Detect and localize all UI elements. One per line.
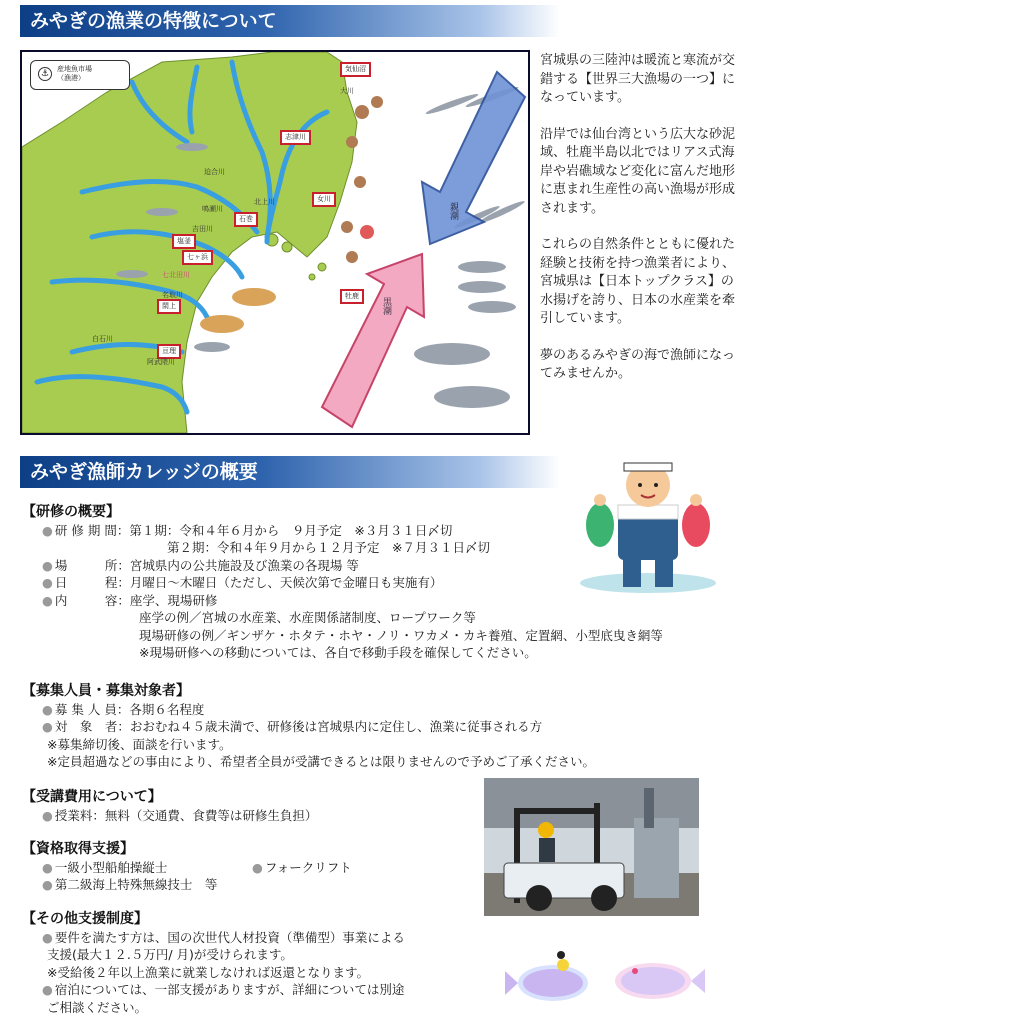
river-label: 北上川 (254, 198, 275, 206)
training-lecture-example: 座学の例／宮城の水産業、水産関係諸制度、ロープワーク等 (139, 610, 476, 625)
warm-current-arrow (322, 254, 424, 427)
support-item-cont: ご相談ください。 (47, 999, 148, 1015)
port-label: 石巻 (234, 212, 258, 227)
river-label: 白石川 (92, 335, 113, 343)
legend-label: 産地魚市場 (57, 65, 92, 73)
support-item: ● 要件を満たす方は、国の次世代人材投資（準備型）事業による (22, 929, 405, 947)
recruit-heading: 【募集人員・募集対象者】 (22, 683, 190, 699)
cold-current-label: 親潮 (448, 202, 458, 220)
port-label: 塩釜 (172, 234, 196, 249)
qualification-item: ● 一級小型船舶操縦士 (22, 859, 252, 877)
qualification-item: ● 第二級海上特殊無線技士 等 (22, 876, 352, 894)
training-place: ● 場 所：宮城県内の公共施設及び漁業の各現場 等 (22, 557, 663, 575)
training-heading: 【研修の概要】 (22, 504, 120, 520)
recruitment (22, 683, 595, 771)
fee-heading: 【受講費用について】 (22, 789, 162, 805)
section-title-college-overview: みやぎ漁師カレッジの概要 (20, 456, 560, 488)
warm-current-label: 黒潮 (381, 297, 391, 315)
river-label: 吉田川 (192, 225, 213, 233)
river-label: 阿武隈川 (147, 358, 175, 366)
fish-mascot-illustration (505, 943, 705, 1013)
recruit-note: ※募集締切後、面談を行います。 (47, 736, 232, 752)
training-schedule: ● 日 程：月曜日～木曜日（ただし、天候次第で金曜日も実施有） (22, 574, 663, 592)
qualification (22, 841, 352, 894)
port-label: 閖上 (157, 299, 181, 314)
intro-paragraph: 夢のあるみやぎの海で漁師になってみませんか。 (540, 347, 736, 381)
intro-paragraph: 宮城県の三陸沖は暖流と寒流が交錯する【世界三大漁場の一つ】になっています。 (540, 53, 736, 105)
miyagi-fishery-map (20, 50, 530, 435)
port-label: 女川 (312, 192, 336, 207)
support-note: ※受給後２年以上漁業に就業しなければ返還となります。 (47, 964, 369, 980)
support-heading: 【その他支援制度】 (22, 911, 148, 927)
port-label: 志津川 (280, 130, 311, 145)
training-note: ※現場研修への移動については、各自で移動手段を確保してください。 (139, 645, 537, 660)
support-item-cont: 支援(最大１２.５万円/ 月)が受けられます。 (47, 947, 293, 962)
forklift-photo (484, 778, 699, 916)
intro-text (540, 52, 740, 402)
intro-paragraph: 沿岸では仙台湾という広大な砂泥域、牡鹿半島以北ではリアス式海岸や岩礁域など変化に富んだ地形に恵まれ生産性の高い漁場が形成されます。 (540, 126, 736, 216)
section-title-fishery-features: みやぎの漁業の特徴について (20, 5, 560, 37)
map-graphic (22, 52, 528, 433)
fish-mascot-left (505, 951, 588, 1001)
river-label: 名取川 (162, 291, 183, 299)
qualification-item: ● フォークリフト (252, 859, 352, 877)
river-label: 鳴瀬川 (202, 205, 223, 213)
other-support (22, 911, 405, 1016)
map-legend (30, 60, 130, 90)
port-label: 亘理 (157, 344, 181, 359)
training-period-second: 第２期：令和４年９月から１２月予定 ※７月３１日〆切 (167, 540, 490, 555)
fish-mascot-right (615, 963, 705, 999)
river-label: 七北田川 (162, 271, 190, 279)
training-field-example: 現場研修の例／ギンザケ・ホタテ・ホヤ・ノリ・ワカメ・カキ養殖、定置網、小型底曳き網等 (139, 627, 663, 643)
fee (22, 789, 317, 824)
river-label: 大川 (340, 87, 354, 95)
anchor-icon: ⚓ (38, 67, 52, 81)
fee-item: ● 授業料：無料（交通費、食費等は研修生負担） (22, 807, 317, 825)
river-label: 迫合川 (204, 168, 225, 176)
recruit-target: ● 対 象 者：おおむね４５歳未満で、研修後は宮城県内に定住し、漁業に従事される方 (22, 718, 595, 736)
training-period: ● 研 修 期 間：第１期：令和４年６月から ９月予定 ※３月３１日〆切 (22, 522, 663, 540)
recruit-number: ● 募 集 人 員：各期６名程度 (22, 701, 595, 719)
recruit-note: ※定員超過などの事由により、希望者全員が受講できるとは限りませんので予めご了承ください。 (47, 754, 595, 769)
intro-paragraph: これらの自然条件とともに優れた経験と技術を持つ漁業者により、宮城県は【日本トップクラス】の水揚げを誇り、日本の水産業を牽引しています。 (540, 237, 736, 326)
port-label: 牡鹿 (340, 289, 364, 304)
support-item: ● 宿泊については、一部支援がありますが、詳細については別途 (22, 981, 405, 999)
port-label: 七ヶ浜 (182, 250, 213, 265)
training-content: ● 内 容：座学、現場研修 (22, 592, 663, 610)
legend-sublabel: （漁港） (57, 74, 85, 82)
port-label: 気仙沼 (340, 62, 371, 77)
training-overview (22, 504, 663, 662)
flatfish (200, 288, 276, 333)
qualification-heading: 【資格取得支援】 (22, 841, 134, 857)
